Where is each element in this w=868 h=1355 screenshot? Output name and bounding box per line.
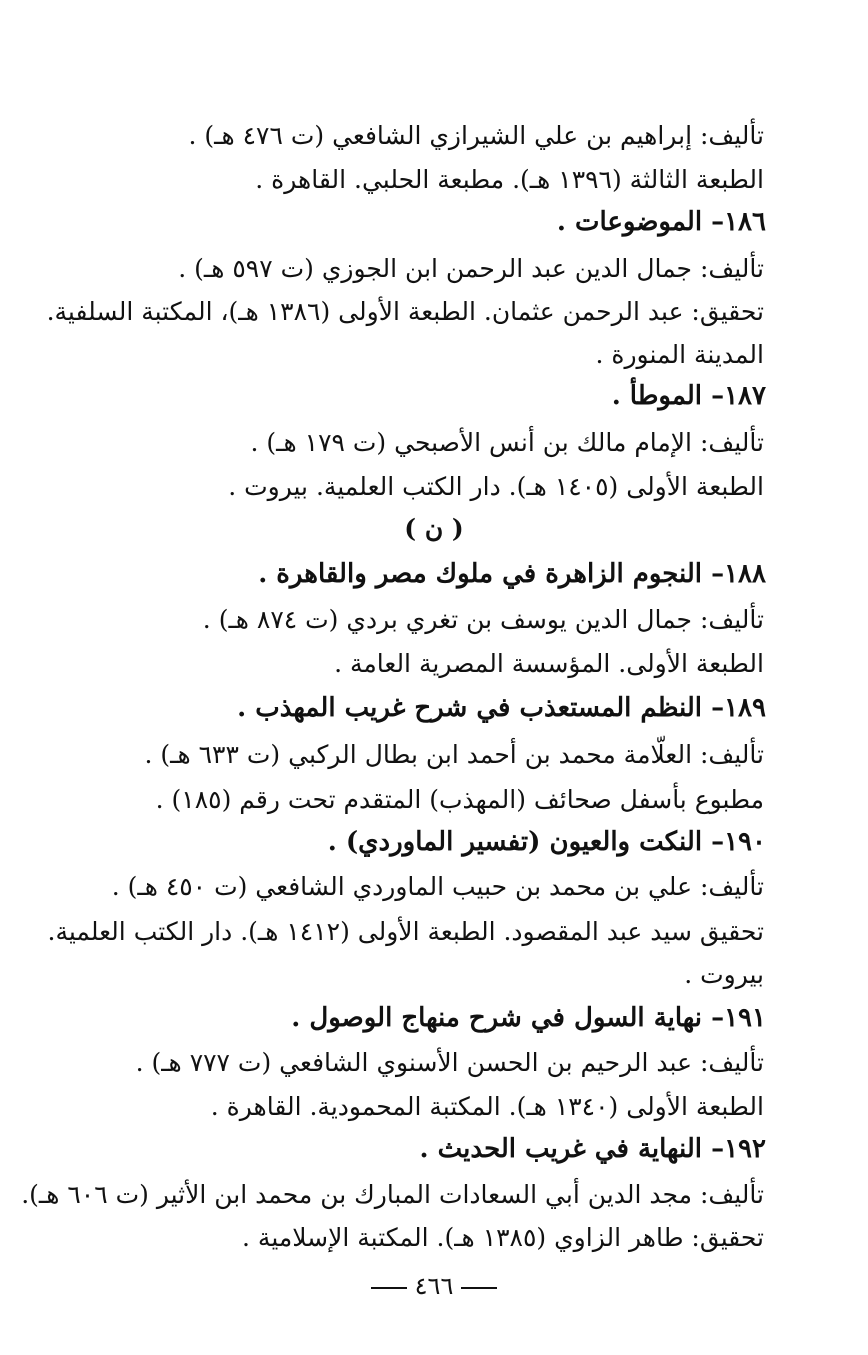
entry-186-place: المدينة المنورة . xyxy=(595,340,764,369)
entry-186-heading: ١٨٦– الموضوعات . xyxy=(556,207,766,237)
entry-192-heading: ١٩٢– النهاية في غريب الحديث . xyxy=(419,1134,766,1164)
entry-189-author: تأليف: العلّامة محمد بن أحمد ابن بطال الركبي (ت ٦٣٣ هـ) . xyxy=(144,740,764,769)
entry-186-editor: تحقيق: عبد الرحمن عثمان. الطبعة الأولى (١٣٨٦ هـ)، المكتبة السلفية. xyxy=(46,297,764,326)
entry-189-note: مطبوع بأسفل صحائف (المهذب) المتقدم تحت رقم (١٨٥) . xyxy=(155,785,764,814)
entry-191-edition: الطبعة الأولى (١٣٤٠ هـ). المكتبة المحمودية. القاهرة . xyxy=(210,1092,764,1121)
entry-185-edition: الطبعة الثالثة (١٣٩٦ هـ). مطبعة الحلبي. القاهرة . xyxy=(255,165,764,194)
entry-187-author: تأليف: الإمام مالك بن أنس الأصبحي (ت ١٧٩ هـ) . xyxy=(250,428,764,457)
entry-188-edition: الطبعة الأولى. المؤسسة المصرية العامة . xyxy=(334,649,764,678)
entry-187-heading: ١٨٧– الموطأ . xyxy=(611,381,766,411)
entry-190-author: تأليف: علي بن محمد بن حبيب الماوردي الشافعي (ت ٤٥٠ هـ) . xyxy=(111,872,764,901)
entry-187-edition: الطبعة الأولى (١٤٠٥ هـ). دار الكتب العلمية. بيروت . xyxy=(228,472,764,501)
section-letter-heading: ( ن ) xyxy=(404,514,464,543)
entry-190-heading: ١٩٠– النكت والعيون (تفسير الماوردي) . xyxy=(327,827,766,857)
entry-190-editor: تحقيق سيد عبد المقصود. الطبعة الأولى (١٤١٢ هـ). دار الكتب العلمية. xyxy=(47,917,764,946)
entry-188-author: تأليف: جمال الدين يوسف بن تغري بردي (ت ٨٧٤ هـ) . xyxy=(202,605,764,634)
entry-192-editor: تحقيق: طاهر الزاوي (١٣٨٥ هـ). المكتبة الإسلامية . xyxy=(242,1223,764,1252)
footer-dash-left xyxy=(371,1287,407,1289)
entry-188-heading: ١٨٨– النجوم الزاهرة في ملوك مصر والقاهرة . xyxy=(258,559,766,589)
entry-190-place: بيروت . xyxy=(684,960,764,989)
entry-191-author: تأليف: عبد الرحيم بن الحسن الأسنوي الشافعي (ت ٧٧٧ هـ) . xyxy=(135,1048,764,1077)
entry-186-author: تأليف: جمال الدين عبد الرحمن ابن الجوزي (ت ٥٩٧ هـ) . xyxy=(178,254,764,283)
page-footer xyxy=(0,1266,868,1306)
entry-185-author: تأليف: إبراهيم بن علي الشيرازي الشافعي (ت ٤٧٦ هـ) . xyxy=(188,121,764,150)
footer-dash-right xyxy=(461,1287,497,1289)
page-number: ٤٦٦ xyxy=(414,1272,454,1300)
entry-191-heading: ١٩١– نهاية السول في شرح منهاج الوصول . xyxy=(291,1003,766,1033)
entry-189-heading: ١٨٩– النظم المستعذب في شرح غريب المهذب . xyxy=(237,693,766,723)
entry-192-author: تأليف: مجد الدين أبي السعادات المبارك بن محمد ابن الأثير (ت ٦٠٦ هـ). xyxy=(21,1180,764,1209)
